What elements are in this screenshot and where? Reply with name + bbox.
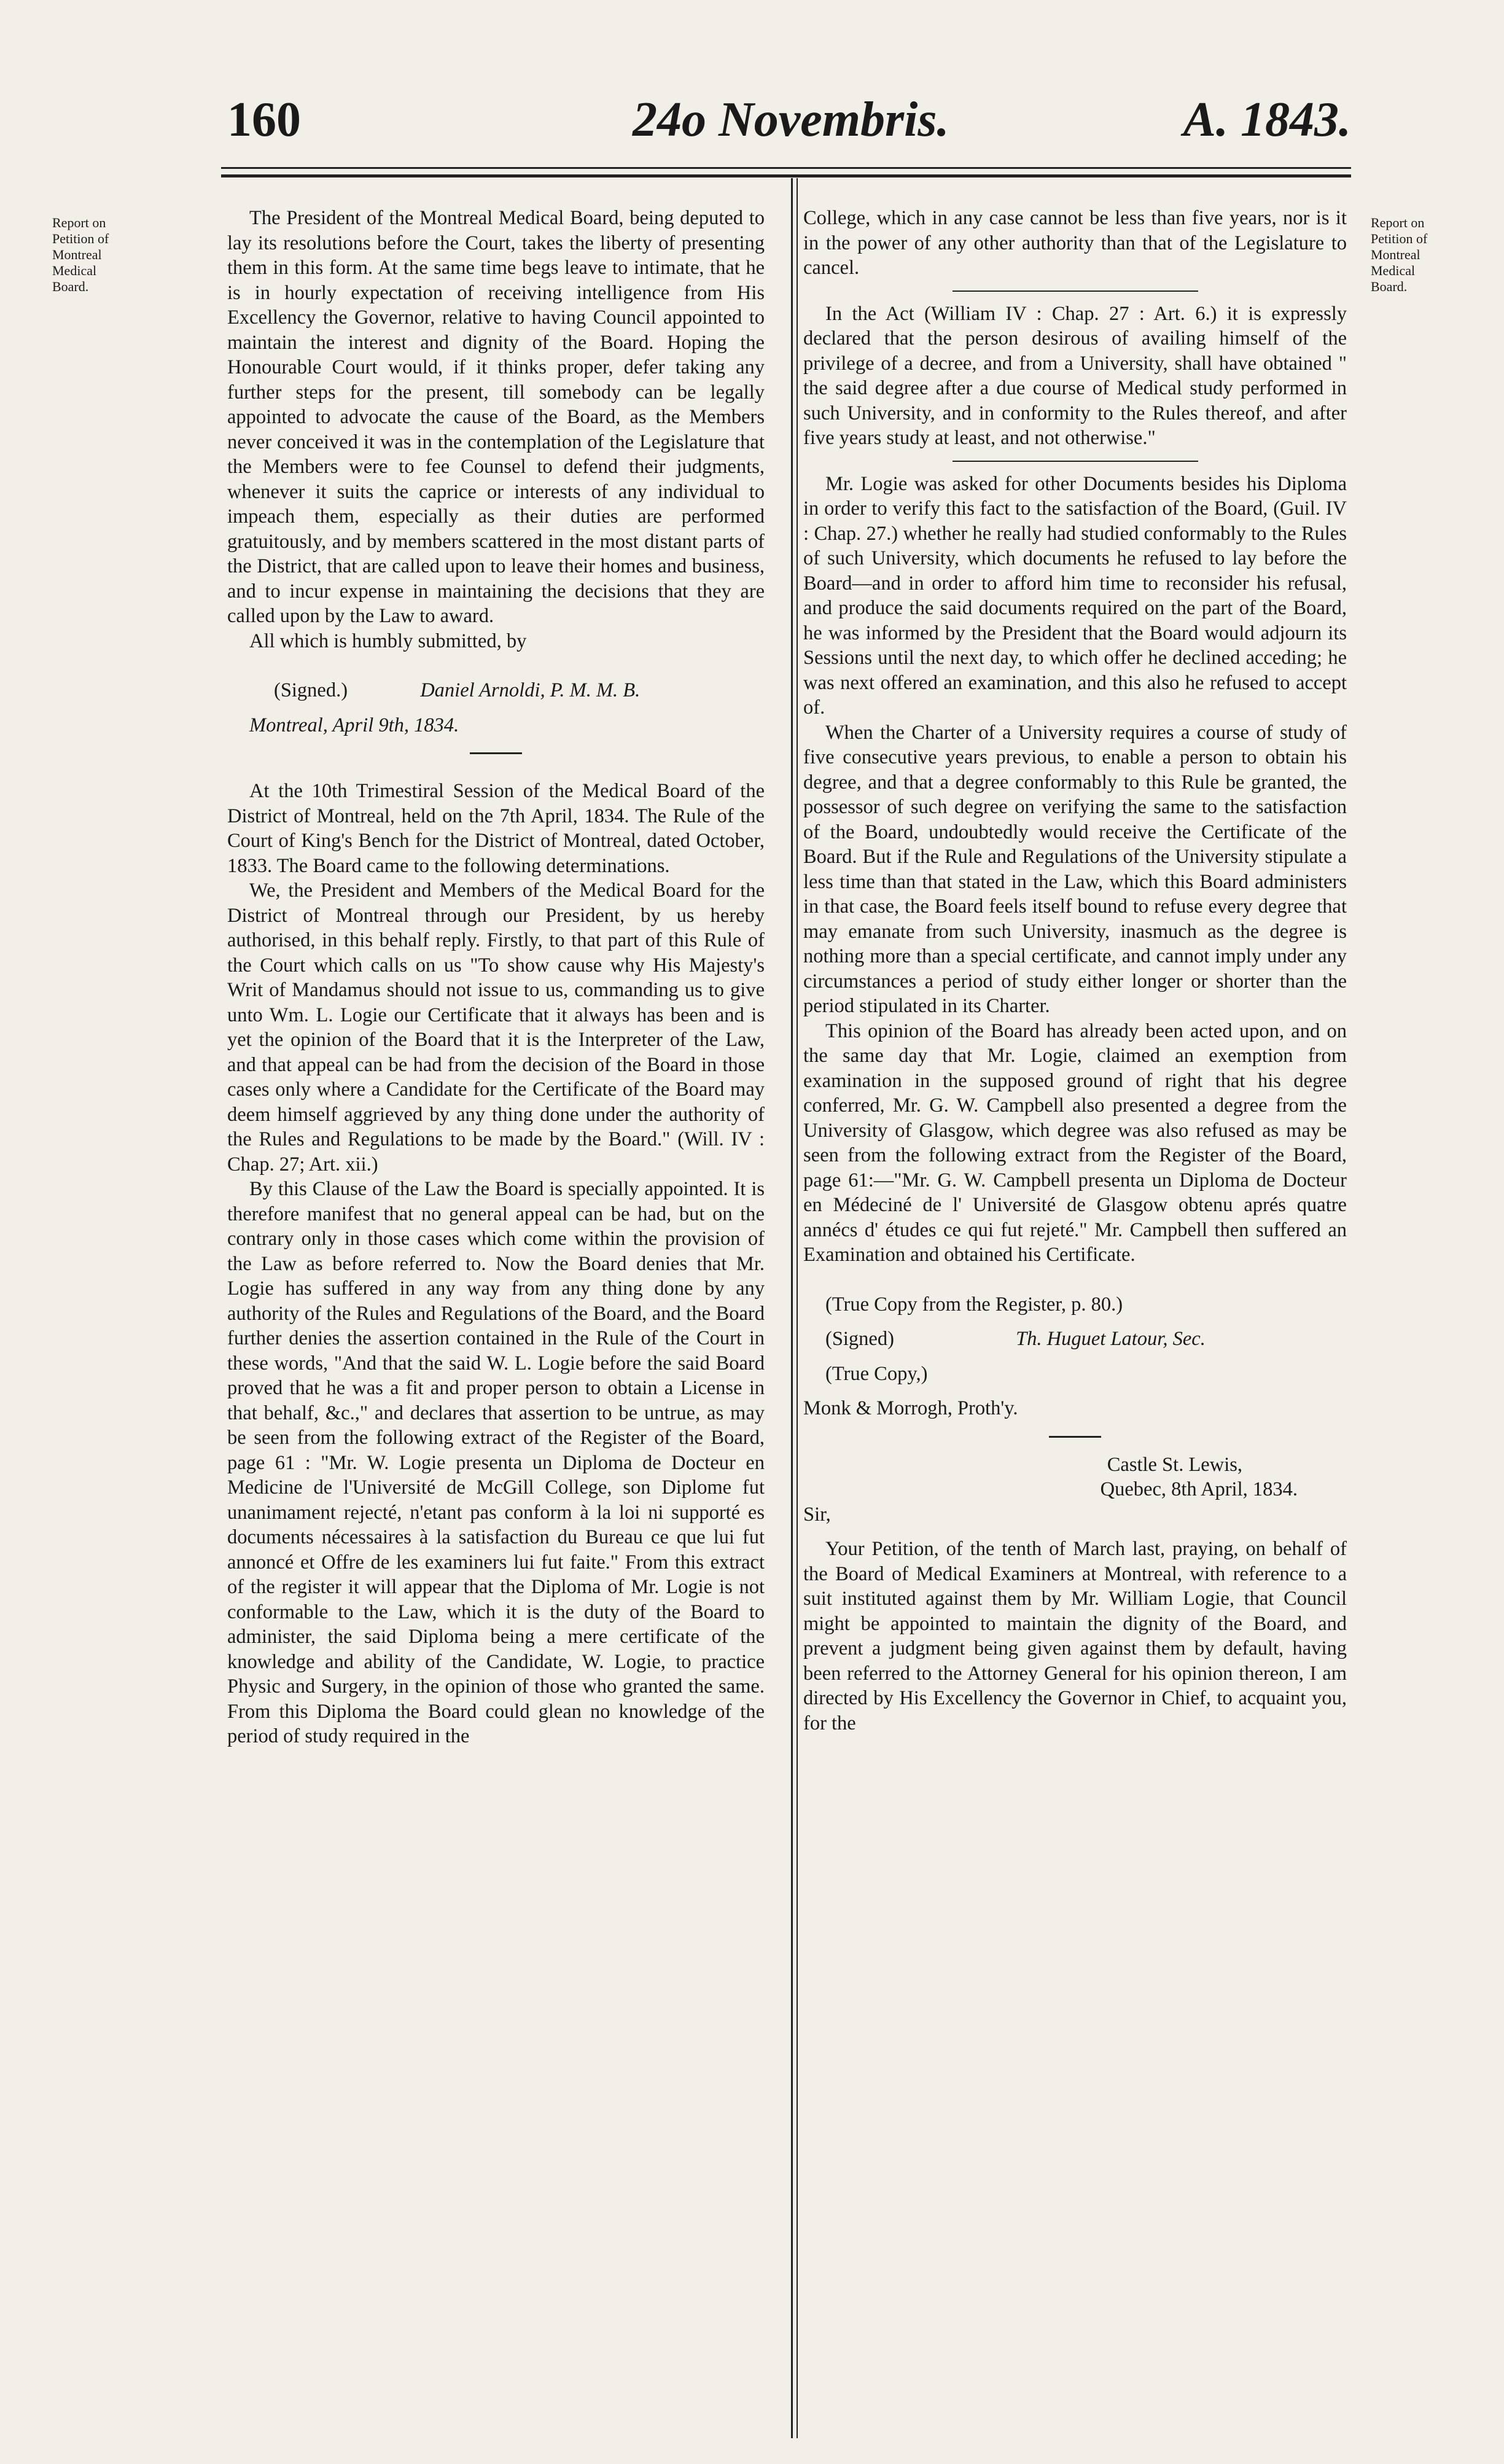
margin-note-right: Report on Petition of Montreal Medical Board. xyxy=(1371,215,1428,294)
column-divider-inner xyxy=(797,178,798,2438)
right-paragraph-6: Your Petition, of the tenth of March last, praying, on behalf of the Board of Medical Examiners at Montreal, with reference to a suit instituted against them by Mr. William Logie, that Council might be appointed to maintain the dignity of the Board, and prevent a judgment being given against them by default, having been referred to the Attorney General for his opinion thereon, I am directed by His Excellency the Governor in Chief, to acquaint you, for the xyxy=(803,1538,1347,1734)
header-date: 24o Novembris. xyxy=(633,93,949,147)
left-paragraph-5: By this Clause of the Law the Board is specially appointed. It is therefore manifest that no general appeal can be had, but on the contrary only in those cases which come within the provision of the Law as before referred to. Now the Board denies that Mr. Logie has suffered in any way from any thing done by any authority of the Rules and Regulations of the Board, and the Board further denies the assertion contained in the Rule of the Court in these words, "And that the said W. L. Logie before the said Board proved that he was a fit and proper person to obtain a License in that behalf, &c.," and declares that assertion to be untrue, as may be seen from the following extract of the Register of the Board, page 61 : "Mr. W. Logie presenta un Diploma de Docteur en Medicine de l'Université de McGill College, son Diplome fut unanimament rejecté, n'etant pas conform à la loi ni supporté es documents nécessaires à la satisfaction du Bureau ce que lui fut annoncé et Offre de les examiners lui fut faite." From this extract of the register it will appear that the Diploma of Mr. Logie is not conformable to the Law, which it is the duty of the Board to administer, the said Diploma being a mere certificate of the knowledge and ability of the Candidate, W. Logie, to practice Physic and Surgery, in the opinion of those who granted the same. From this Diploma the Board could glean no knowledge of the period of study required in the xyxy=(227,1178,765,1747)
true-copy-register: (True Copy from the Register, p. 80.) xyxy=(825,1293,1123,1316)
prothonotary: Monk & Morrogh, Proth'y. xyxy=(803,1397,1018,1419)
right-paragraph-1: College, which in any case cannot be less than five years, nor is it in the power of any other authority than that of the Legislature to cancel. xyxy=(803,207,1347,279)
right-signature xyxy=(803,1327,1347,1352)
left-paragraph-2: All which is humbly submitted, by xyxy=(249,630,527,652)
salutation: Sir, xyxy=(803,1503,831,1526)
right-column xyxy=(803,206,1347,1736)
signed-name: Daniel Arnoldi, P. M. M. B. xyxy=(420,679,641,701)
page-header xyxy=(227,92,1351,160)
header-rule-thick xyxy=(221,174,1351,177)
margin-note-left: Report on Petition of Montreal Medical Board. xyxy=(52,215,109,294)
right-signed-label: (Signed) xyxy=(825,1328,894,1350)
address-line-2: Quebec, 8th April, 1834. xyxy=(1100,1478,1298,1500)
right-paragraph-4: When the Charter of a University requires a course of study of five consecutive years previous, to enable a person to obtain his degree, and that a degree conformably to this Rule be granted, the possessor of such degree on verifying the same to the satisfaction of the Board, undoubtedly would receive the Certificate of the Board. But if the Rule and Regulations of the University stipulate a less time than that stated in the Law, which this Board administers in that case, the Board feels itself bound to refuse every degree that may emanate from such University, inasmuch as the degree is nothing more than a special certificate, and cannot imply under any circumstances a period of study either longer or shorter than the period stipulated in its Charter. xyxy=(803,721,1347,1017)
column-divider xyxy=(791,178,793,2438)
left-paragraph-4: We, the President and Members of the Medical Board for the District of Montreal through our President, by us hereby authorised, in this behalf reply. Firstly, to that part of this Rule of the Court which calls on us "To show cause why His Majesty's Writ of Mandamus should not issue to us, commanding us to give unto Wm. L. Logie our Certificate that it always has been and is yet the opinion of the Board that it is the Interpreter of the Law, and that appeal can be had from the decision of the Board in those cases only where a Candidate for the Certificate of the Board may deem himself aggrieved by any thing done under the authority of the Rules and Regulations to be made by the Board." (Will. IV : Chap. 27; Art. xii.) xyxy=(227,879,765,1175)
left-paragraph-3: At the 10th Trimestiral Session of the Medical Board of the District of Montreal, held on the 7th April, 1834. The Rule of the Court of King's Bench for the District of Montreal, dated October, 1833. The Board came to the following determinations. xyxy=(227,780,765,877)
page-number: 160 xyxy=(227,93,301,147)
header-rule-thin xyxy=(221,167,1351,169)
left-column xyxy=(227,206,765,1749)
address-line-1: Castle St. Lewis, xyxy=(1107,1453,1242,1476)
right-paragraph-5: This opinion of the Board has already been acted upon, and on the same day that Mr. Logie, claimed an exemption from examination in the supposed ground of right that his degree conferred, Mr. G. W. Campbell also presented a degree from the University of Glasgow, which degree was also refused as may be seen from the following extract from the Register of the Board, page 61:—"Mr. G. W. Campbell presenta un Diploma de Docteur en Médeciné de l' Université de Glasgow obtenu aprés quatre annécs d' études ce qui fut rejeté." Mr. Campbell then suffered an Examination and obtained his Certificate. xyxy=(803,1020,1347,1266)
right-signed-name: Th. Huguet Latour, Sec. xyxy=(1016,1328,1206,1350)
place-date: Montreal, April 9th, 1834. xyxy=(249,714,459,736)
right-paragraph-2: In the Act (William IV : Chap. 27 : Art. 6.) it is expressly declared that the person desirous of availing himself of the privilege of a decree, and from a University, shall have obtained " the said degree after a due course of Medical study performed in such University, and in conformity to the Rules thereof, and after five years study at least, and not otherwise." xyxy=(803,302,1347,449)
left-signature xyxy=(227,678,765,703)
right-separator-1 xyxy=(953,290,1198,292)
signed-label: (Signed.) xyxy=(274,679,348,701)
left-paragraph-1: The President of the Montreal Medical Board, being deputed to lay its resolutions before the Court, takes the liberty of presenting them in this form. At the same time begs leave to intimate, that he is in hourly expectation of receiving intelligence from His Excellency the Governor, relative to having Council appointed to maintain the interest and dignity of the Board. Hoping the Honourable Court would, if it thinks proper, defer taking any further steps for the present, till somebody can be legally appointed to advocate the cause of the Board, as the Members never conceived it was in the contemplation of the Legislature that the Members were to fee Counsel to defend their judgments, whenever it suits the caprice or interests of any individual to impeach them, especially as their duties are performed gratuitously, and by members scattered in the most distant parts of the District, that are called upon to leave their homes and business, and to incur expense in maintaining the decisions that they are called upon by the Law to award. xyxy=(227,207,765,627)
section-separator xyxy=(470,752,522,754)
true-copy: (True Copy,) xyxy=(825,1362,928,1385)
right-paragraph-3: Mr. Logie was asked for other Documents besides his Diploma in order to verify this fact to the satisfaction of the Board, (Guil. IV : Chap. 27.) whether he really had studied conformably to the Rules of such University, which documents he refused to lay before the Board—and in order to afford him time to reconsider his refusal, and produce the said documents required on the part of the Board, he was informed by the President that the Board would adjourn its Sessions until the next day, to which offer he declined acceding; he was next offered an examination, and this also he refused to accept of. xyxy=(803,472,1347,719)
right-separator-2 xyxy=(953,461,1198,462)
right-separator-3 xyxy=(1049,1436,1101,1438)
header-year: A. 1843. xyxy=(1183,93,1351,147)
